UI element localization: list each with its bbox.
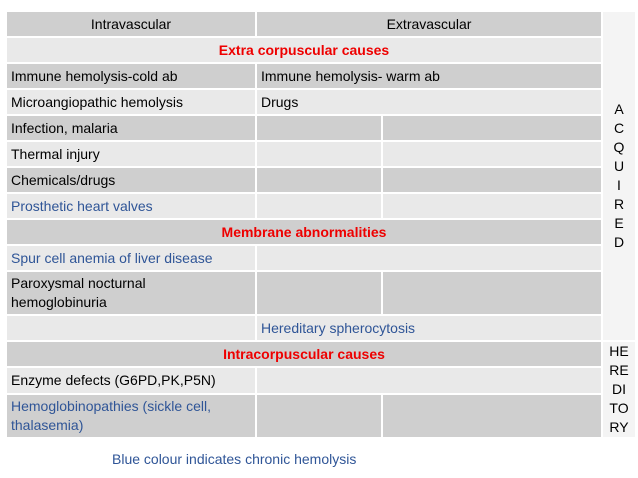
section-intracorpuscular: Intracorpuscular causes xyxy=(7,342,601,366)
header-intravascular: Intravascular xyxy=(7,12,255,36)
cell-empty xyxy=(257,368,601,392)
cell-empty xyxy=(257,246,601,270)
cell-empty xyxy=(257,272,381,314)
cell-immune-warm: Immune hemolysis- warm ab xyxy=(257,64,601,88)
cell-chemicals-drugs: Chemicals/drugs xyxy=(7,168,255,192)
cell-empty xyxy=(383,194,601,218)
cell-microangiopathic: Microangiopathic hemolysis xyxy=(7,90,255,114)
cell-empty xyxy=(257,395,381,437)
acquired-side-label: A C Q U I R E D xyxy=(603,12,635,340)
cell-hemoglobinopathies: Hemoglobinopathies (sickle cell, thalasemia) xyxy=(7,395,255,437)
cell-immune-cold: Immune hemolysis-cold ab xyxy=(7,64,255,88)
cell-pnh: Paroxysmal nocturnal hemoglobinuria xyxy=(7,272,255,314)
cell-empty xyxy=(257,194,381,218)
section-membrane-abnormalities: Membrane abnormalities xyxy=(7,220,601,244)
cell-thermal-injury: Thermal injury xyxy=(7,142,255,166)
cell-empty xyxy=(257,142,381,166)
cell-prosthetic-valves: Prosthetic heart valves xyxy=(7,194,255,218)
section-extra-corpuscular: Extra corpuscular causes xyxy=(7,38,601,62)
cell-enzyme-defects: Enzyme defects (G6PD,PK,P5N) xyxy=(7,368,255,392)
cell-empty xyxy=(383,272,601,314)
footnote: Blue colour indicates chronic hemolysis xyxy=(112,451,357,467)
cell-spur-cell: Spur cell anemia of liver disease xyxy=(7,246,255,270)
cell-infection-malaria: Infection, malaria xyxy=(7,116,255,140)
cell-empty xyxy=(257,116,381,140)
hereditory-side-label: HE RE DI TO RY xyxy=(603,342,635,437)
cell-hereditary-spherocytosis: Hereditary spherocytosis xyxy=(257,316,601,340)
cell-empty xyxy=(383,168,601,192)
cell-empty xyxy=(383,116,601,140)
cell-drugs: Drugs xyxy=(257,90,601,114)
hemolysis-classification-table xyxy=(5,10,637,439)
cell-empty xyxy=(383,142,601,166)
cell-empty xyxy=(7,316,255,340)
cell-empty xyxy=(257,168,381,192)
header-extravascular: Extravascular xyxy=(257,12,601,36)
cell-empty xyxy=(383,395,601,437)
